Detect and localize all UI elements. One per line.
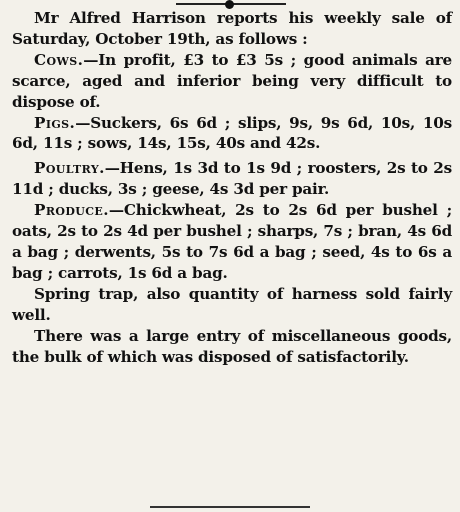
produce-heading: Produce. (34, 201, 109, 220)
produce-text: —Chickwheat, 2s to 2s 6d per bushel ; oats, 2s to 2s 4d per bushel ; sharps, 7s ; bran, 4s 6d a bag ; derwents, 5s to 7s 6d a bag ; seed, 4s to 6s a bag ; carrots, 1s 6d a bag. (12, 201, 452, 282)
pigs-heading: Pigs. (34, 113, 76, 132)
closing-paragraph: There was a large entry of miscellaneous goods, the bulk of which was disposed of satisfactorily. (12, 326, 452, 366)
pigs-text: —Suckers, 6s 6d ; slips, 9s, 9s 6d, 10s, 10s 6d, 11s ; sows, 14s, 15s, 40s and 42s. (12, 113, 452, 153)
poultry-heading: Poultry. (34, 159, 105, 178)
poultry-paragraph (12, 158, 452, 200)
bottom-divider-rule (150, 506, 310, 508)
produce-paragraph (12, 200, 452, 284)
intro-paragraph: Mr Alfred Harrison reports his weekly sale of Saturday, October 19th, as follows : (12, 9, 452, 48)
cows-text: —In profit, £3 to £3 5s ; good animals are scarce, aged and inferior being very difficult to dispose of. (12, 50, 452, 111)
cows-heading: Cows. (34, 50, 84, 69)
cows-paragraph (12, 50, 452, 113)
pigs-paragraph (12, 113, 452, 155)
poultry-text: —Hens, 1s 3d to 1s 9d ; roosters, 2s to 2s 11d ; ducks, 3s ; geese, 4s 3d per pair. (12, 159, 452, 199)
sale-report-article (12, 8, 452, 367)
spring-trap-paragraph: Spring trap, also quantity of harness sold fairly well. (12, 284, 452, 324)
